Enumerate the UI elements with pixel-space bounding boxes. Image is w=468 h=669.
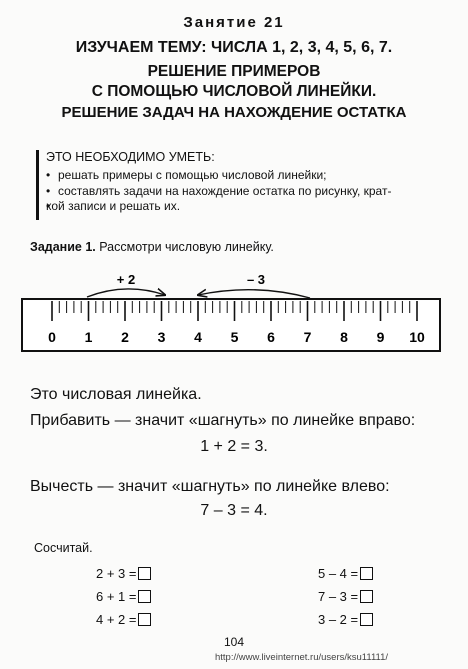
answer-box[interactable]	[360, 590, 373, 603]
number-ruler	[20, 266, 445, 362]
ruler-number: 8	[340, 329, 348, 345]
ruler-number: 10	[409, 329, 425, 345]
answer-box[interactable]	[138, 590, 151, 603]
title-line-1: ИЗУЧАЕМ ТЕМУ: ЧИСЛА 1, 2, 3, 4, 5, 6, 7.	[75, 39, 393, 56]
task-text: Рассмотри числовую линейку.	[99, 240, 274, 254]
need-list	[46, 168, 446, 215]
ruler-number: 5	[230, 329, 239, 345]
task-label: Задание 1.	[30, 240, 96, 254]
ruler-number: 1	[84, 329, 93, 345]
exercise-text: 4 + 2 =	[96, 612, 137, 627]
answer-box[interactable]	[360, 613, 373, 626]
task-1	[30, 240, 274, 254]
exercise	[318, 565, 373, 583]
arrow-left	[198, 290, 310, 298]
ruler-number: 3	[157, 329, 166, 345]
arrow-right	[87, 289, 165, 297]
title-line-2: РЕШЕНИЕ ПРИМЕРОВ	[147, 63, 321, 80]
explain-line-2: Прибавить — значит «шагнуть» по линейке вправо:	[30, 412, 416, 429]
lesson-number: Занятие 21	[183, 14, 285, 31]
ruler-number: 6	[267, 329, 275, 345]
exercise	[318, 588, 373, 606]
ruler-number: 4	[194, 329, 202, 345]
exercise-text: 2 + 3 =	[96, 566, 137, 581]
exercises-right	[318, 565, 373, 629]
page-number: 104	[223, 635, 245, 649]
exercises-left	[96, 565, 151, 629]
arrow-left-label: – 3	[246, 272, 266, 287]
need-item: • решать примеры с помощью числовой линейки;	[46, 168, 446, 184]
answer-box[interactable]	[138, 613, 151, 626]
need-item: • составлять задачи на нахождение остатка по рисунку, крат-	[46, 184, 446, 200]
title-line-4: РЕШЕНИЕ ЗАДАЧ НА НАХОЖДЕНИЕ ОСТАТКА	[61, 104, 407, 121]
exercise	[96, 565, 151, 583]
answer-box[interactable]	[138, 567, 151, 580]
exercise	[96, 611, 151, 629]
equation-add: 1 + 2 = 3.	[200, 438, 268, 455]
arrow-right-label: + 2	[116, 272, 136, 287]
title-line-3: С ПОМОЩЬЮ ЧИСЛОВОЙ ЛИНЕЙКИ.	[91, 83, 377, 100]
explain-line-1: Это числовая линейка.	[30, 386, 202, 403]
watermark-url: http://www.liveinternet.ru/users/ksu11111/	[215, 652, 389, 663]
answer-box[interactable]	[360, 567, 373, 580]
ruler-number: 0	[48, 329, 56, 345]
exercise-text: 7 – 3 =	[318, 589, 359, 604]
count-label: Сосчитай.	[34, 541, 93, 555]
need-heading: ЭТО НЕОБХОДИМО УМЕТЬ:	[46, 150, 215, 164]
exercise-text: 6 + 1 =	[96, 589, 137, 604]
exercise	[318, 611, 373, 629]
exercise-text: 3 – 2 =	[318, 612, 359, 627]
ruler-number: 7	[303, 329, 312, 345]
need-section-bar	[36, 150, 39, 220]
exercise	[96, 588, 151, 606]
ruler-number: 2	[121, 329, 129, 345]
exercise-text: 5 – 4 =	[318, 566, 359, 581]
need-item-continued: • кой записи и решать их.	[46, 199, 446, 215]
ruler-number: 9	[376, 329, 385, 345]
equation-subtract: 7 – 3 = 4.	[200, 502, 268, 519]
explain-line-3: Вычесть — значит «шагнуть» по линейке влево:	[30, 478, 390, 495]
